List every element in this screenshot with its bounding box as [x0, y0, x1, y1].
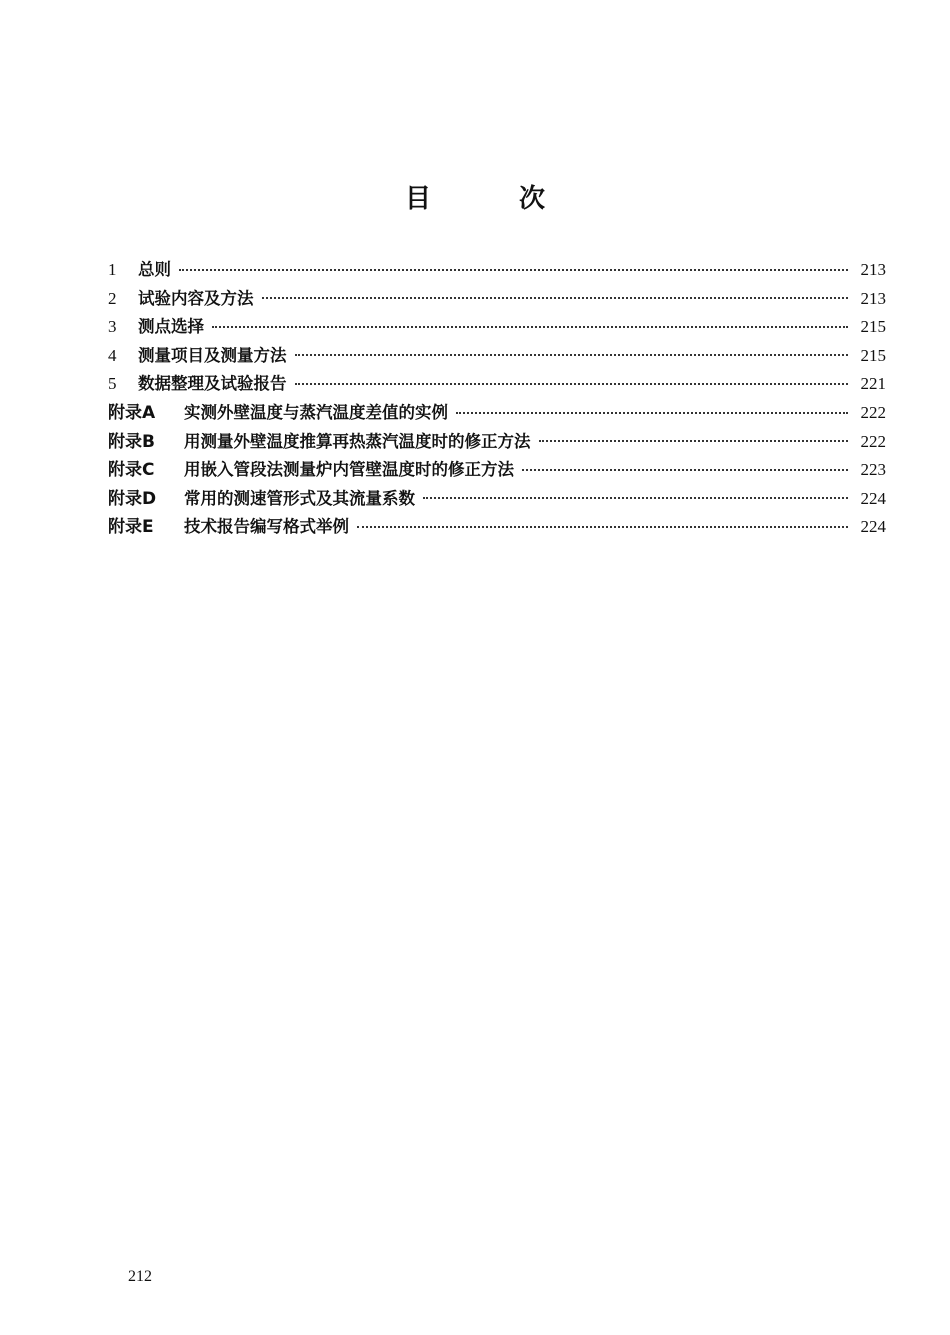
toc-entry-title: 用测量外壁温度推算再热蒸汽温度时的修正方法 [184, 431, 531, 451]
toc-entry-appendix[interactable] [108, 456, 886, 485]
toc-entry-title: 试验内容及方法 [138, 288, 254, 308]
toc-entry-page: 224 [860, 517, 886, 537]
toc-entry-page: 221 [860, 374, 886, 394]
toc-entry-page: 223 [860, 460, 886, 480]
toc-entry-appendix[interactable] [108, 485, 886, 514]
toc-heading-char-1: 目 [404, 184, 431, 214]
toc-entry-title: 测点选择 [138, 317, 204, 337]
toc-appendix-label: 附录D [108, 488, 157, 509]
dot-leader [539, 440, 849, 442]
toc-entry-number: 5 [108, 374, 117, 394]
toc-entry-title: 数据整理及试验报告 [138, 374, 287, 394]
dot-leader [423, 497, 848, 499]
toc-entry-page: 222 [860, 402, 886, 422]
toc-heading-char-2: 次 [519, 184, 546, 214]
toc-entry-page: 215 [860, 317, 886, 337]
toc-appendix-label: 附录E [108, 517, 154, 538]
dot-leader [295, 383, 849, 385]
toc-entry-number: 3 [108, 317, 117, 337]
dot-leader [357, 526, 848, 528]
toc-entry[interactable] [108, 342, 886, 371]
toc-entry-title: 常用的测速管形式及其流量系数 [184, 488, 415, 508]
dot-leader [212, 326, 848, 328]
toc-entry-title: 实测外壁温度与蒸汽温度差值的实例 [184, 402, 448, 422]
toc-entry[interactable] [108, 256, 886, 285]
toc-appendix-label: 附录A [108, 402, 156, 423]
page-number: 212 [128, 1268, 152, 1285]
dot-leader [262, 297, 849, 299]
toc-entry-title: 技术报告编写格式举例 [184, 517, 349, 537]
dot-leader [179, 269, 848, 271]
toc-entry-appendix[interactable] [108, 399, 886, 428]
toc-entry-page: 213 [860, 260, 886, 279]
toc-entry[interactable] [108, 285, 886, 314]
toc-entry-page: 224 [860, 488, 886, 508]
toc-list [108, 256, 886, 542]
toc-entry-title: 用嵌入管段法测量炉内管壁温度时的修正方法 [184, 460, 514, 480]
toc-entry-appendix[interactable] [108, 428, 886, 457]
toc-appendix-label: 附录B [108, 431, 155, 452]
toc-entry-page: 215 [860, 345, 886, 365]
toc-entry-appendix[interactable] [108, 513, 886, 542]
toc-entry-page: 213 [860, 288, 886, 308]
toc-entry-title: 测量项目及测量方法 [138, 345, 287, 365]
dot-leader [456, 412, 848, 414]
dot-leader [295, 354, 849, 356]
dot-leader [522, 469, 848, 471]
toc-entry-page: 222 [860, 431, 886, 451]
toc-entry-number: 1 [108, 260, 117, 279]
toc-appendix-label: 附录C [108, 460, 155, 481]
toc-entry[interactable] [108, 313, 886, 342]
toc-entry-number: 4 [108, 345, 117, 365]
toc-entry-number: 2 [108, 288, 117, 308]
toc-entry-title: 总则 [138, 260, 171, 279]
toc-heading [0, 178, 950, 215]
toc-entry[interactable] [108, 370, 886, 399]
